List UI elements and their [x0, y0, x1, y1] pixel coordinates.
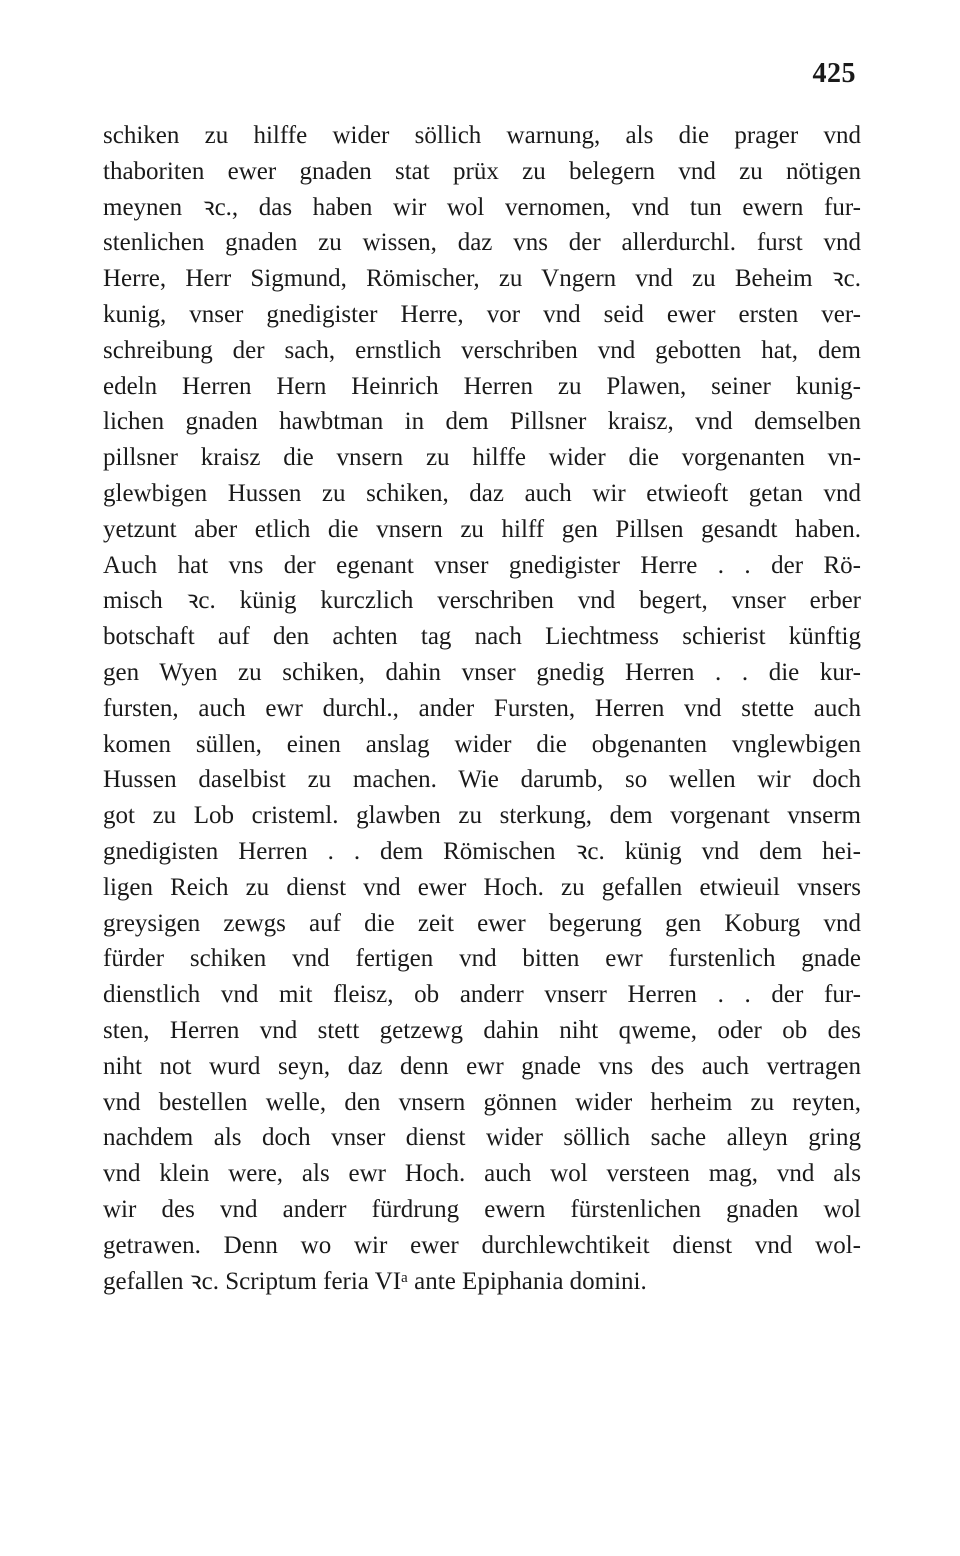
- text-line: yetzunt aber etlich die vnsern zu hilff gen Pillsen gesandt haben.: [103, 515, 861, 543]
- text-line: wir des vnd anderr fürdrung ewern fürstenlichen gnaden wol: [103, 1195, 861, 1223]
- text-line: getrawen. Denn wo wir ewer durchlewchtikeit dienst vnd wol-: [103, 1231, 861, 1259]
- text-line: schreibung der sach, ernstlich verschriben vnd gebotten hat, dem: [103, 336, 861, 364]
- text-line: nachdem als doch vnser dienst wider söllich sache alleyn gring: [103, 1124, 861, 1152]
- text-line: Auch hat vns der egenant vnser gnedigister Herre . . der Rö-: [103, 551, 861, 579]
- text-line: misch ꝛc. künig kurczlich verschriben vnd begert, vnser erber: [103, 587, 861, 615]
- text-line: thaboriten ewer gnaden stat prüx zu belegern vnd zu nötigen: [103, 157, 861, 185]
- text-line: vnd bestellen welle, den vnsern gönnen wider herheim zu reyten,: [103, 1088, 861, 1116]
- text-line: ligen Reich zu dienst vnd ewer Hoch. zu gefallen etwieuil vnsers: [103, 873, 861, 901]
- text-line: stenlichen gnaden zu wissen, daz vns der allerdurchl. furst vnd: [103, 229, 861, 257]
- text-line: komen süllen, einen anslag wider die obgenanten vnglewbigen: [103, 730, 861, 758]
- text-line: glewbigen Hussen zu schiken, daz auch wir etwieoft getan vnd: [103, 479, 861, 507]
- text-line: niht not wurd seyn, daz denn ewr gnade vns des auch vertragen: [103, 1052, 861, 1080]
- text-line: fursten, auch ewr durchl., ander Fursten, Herren vnd stette auch: [103, 694, 861, 722]
- text-line: edeln Herren Hern Heinrich Herren zu Plawen, seiner kunig-: [103, 372, 861, 400]
- text-line: sten, Herren vnd stett getzewg dahin niht qweme, oder ob des: [103, 1016, 861, 1044]
- text-line: Herre, Herr Sigmund, Römischer, zu Vngern vnd zu Beheim ꝛc.: [103, 265, 861, 293]
- text-line: pillsner kraisz die vnsern zu hilffe wider die vorgenanten vn-: [103, 444, 861, 472]
- text-line: Hussen daselbist zu machen. Wie darumb, so wellen wir doch: [103, 766, 861, 794]
- page-number: 425: [812, 58, 856, 89]
- text-line: greysigen zewgs auf die zeit ewer begerung gen Koburg vnd: [103, 909, 861, 937]
- text-line: meynen ꝛc., das haben wir wol vernomen, vnd tun ewern fur-: [103, 193, 861, 221]
- text-line: gnedigisten Herren . . dem Römischen ꝛc. künig vnd dem hei-: [103, 837, 861, 865]
- text-line: schiken zu hilffe wider söllich warnung, als die prager vnd: [103, 122, 861, 149]
- text-line: gen Wyen zu schiken, dahin vnser gnedig Herren . . die kur-: [103, 658, 861, 686]
- body-text: [103, 118, 861, 1299]
- text-line: got zu Lob cristeml. glawben zu sterkung, dem vorgenant vnserm: [103, 802, 861, 830]
- text-line: vnd klein were, als ewr Hoch. auch wol versteen mag, vnd als: [103, 1160, 861, 1188]
- text-line: botschaft auf den achten tag nach Liechtmess schierist künftig: [103, 623, 861, 651]
- text-line: fürder schiken vnd fertigen vnd bitten ewr furstenlich gnade: [103, 945, 861, 973]
- text-line: gefallen ꝛc. Scriptum feria VIᵃ ante Epiphania domini.: [103, 1267, 647, 1295]
- text-line: kunig, vnser gnedigister Herre, vor vnd seid ewer ersten ver-: [103, 300, 861, 328]
- text-line: lichen gnaden hawbtman in dem Pillsner kraisz, vnd demselben: [103, 408, 861, 436]
- text-line: dienstlich vnd mit fleisz, ob anderr vnserr Herren . . der fur-: [103, 981, 861, 1009]
